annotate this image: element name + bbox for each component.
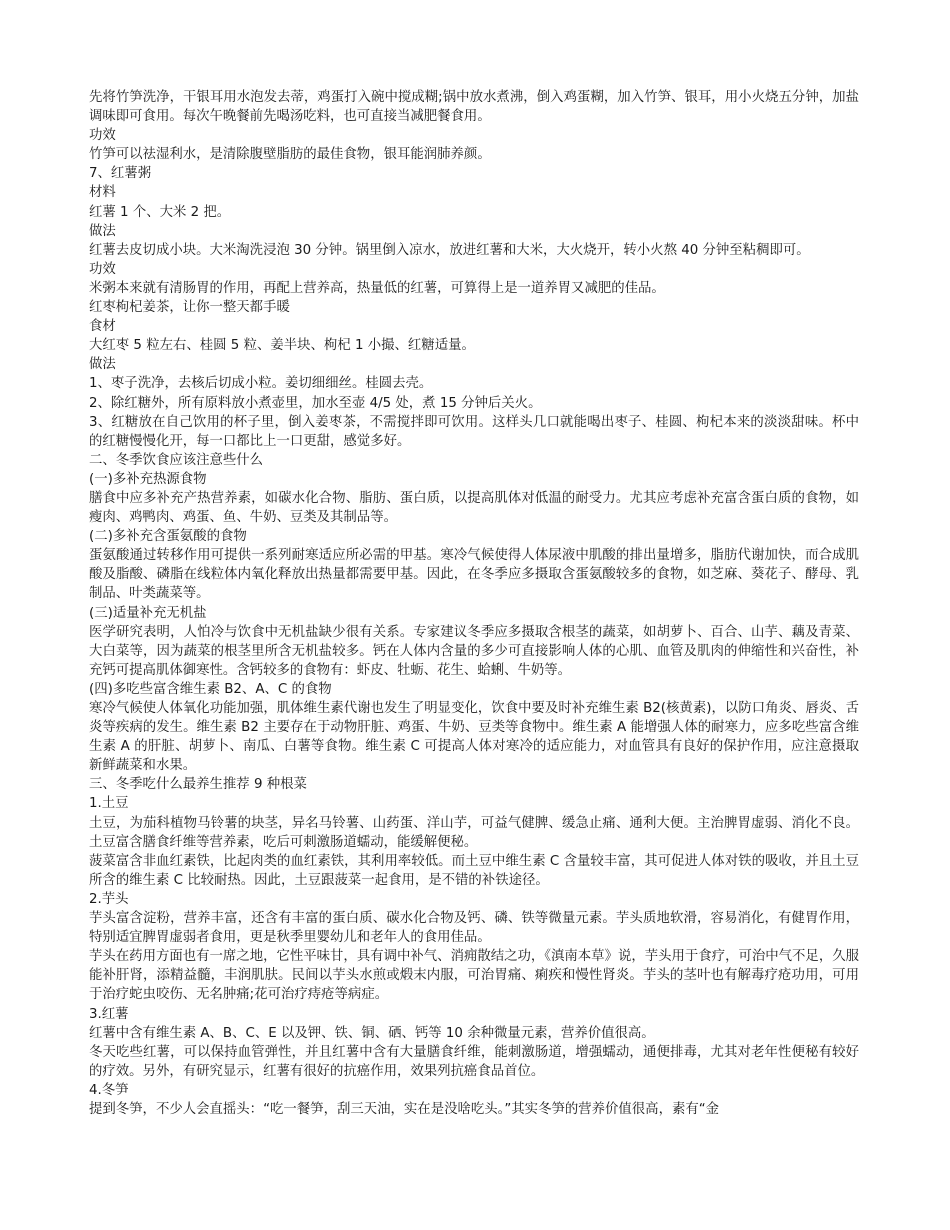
text-line: 冬天吃些红薯，可以保持血管弹性，并且红薯中含有大量膳食纤维，能刺激肠道，增强蠕动，通便排毒，尤其对老年性便秘有较好的疗效。另外，有研究显示，红薯有很好的抗癌作用，效果列抗癌食品首位。 bbox=[89, 1044, 859, 1079]
text-line: 提到冬笋，不少人会直摇头：“吃一餐笋，刮三天油，实在是没啥吃头。”其实冬笋的营养价值很高，素有“金 bbox=[89, 1101, 720, 1117]
item-heading: 3.红薯 bbox=[89, 1006, 129, 1022]
step-item: 2、除红糖外，所有原料放小煮壶里，加水至壶 4/5 处，煮 15 分钟后关火。 bbox=[89, 395, 542, 411]
text-line: 土豆，为茄科植物马铃薯的块茎，异名马铃薯、山药蛋、洋山芋，可益气健脾、缓急止痛、通利大便。主治脾胃虚弱、消化不良。土豆富含膳食纤维等营养素，吃后可刺激肠道蠕动，能缓解便秘。 bbox=[89, 815, 859, 850]
text-line: 红薯去皮切成小块。大米淘洗浸泡 30 分钟。锅里倒入凉水，放进红薯和大米，大火烧开，转小火熬 40 分钟至粘稠即可。 bbox=[89, 242, 810, 258]
recipe-title: 7、红薯粥 bbox=[89, 166, 152, 182]
section-label: 功效 bbox=[89, 128, 116, 144]
subsection-heading: (一)多补充热源食物 bbox=[89, 471, 207, 487]
item-heading: 4.冬笋 bbox=[89, 1082, 129, 1098]
text-line: 竹笋可以祛湿利水，是清除腹壁脂肪的最佳食物，银耳能润肺养颜。 bbox=[89, 147, 491, 163]
section-label: 做法 bbox=[89, 223, 116, 239]
subsection-heading: (三)适量补充无机盐 bbox=[89, 605, 207, 621]
section-label: 材料 bbox=[89, 185, 116, 201]
section-heading: 二、冬季饮食应该注意些什么 bbox=[89, 452, 264, 468]
section-heading: 三、冬季吃什么最养生推荐 9 种根菜 bbox=[89, 777, 307, 793]
recipe-title: 红枣枸杞姜茶，让你一整天都手暖 bbox=[89, 300, 290, 316]
text-line: 米粥本来就有清肠胃的作用，再配上营养高，热量低的红薯，可算得上是一道养胃又减肥的佳品。 bbox=[89, 280, 665, 296]
text-line: 膳食中应多补充产热营养素，如碳水化合物、脂肪、蛋白质，以提高肌体对低温的耐受力。尤其应考虑补充富含蛋白质的食物，如瘦肉、鸡鸭肉、鸡蛋、鱼、牛奶、豆类及其制品等。 bbox=[89, 490, 859, 526]
text-line: 菠菜富含非血红素铁，比起肉类的血红素铁，其利用率较低。而土豆中维生素 C 含量较丰富，其可促进人体对铁的吸收，并且土豆所含的维生素 C 比较耐热。因此，土豆跟菠菜一起食用，是不错的补铁途径。 bbox=[89, 853, 859, 888]
section-label: 功效 bbox=[89, 261, 116, 277]
text-line: 芋头富含淀粉，营养丰富，还含有丰富的蛋白质、碳水化合物及钙、磷、铁等微量元素。芋头质地软滑，容易消化，有健胃作用，特别适宜脾胃虚弱者食用，更是秋季里婴幼儿和老年人的食用佳品。 bbox=[89, 911, 859, 946]
text-line: 医学研究表明，人怕冷与饮食中无机盐缺少很有关系。专家建议冬季应多摄取含根茎的蔬菜，如胡萝卜、百合、山芋、藕及青菜、大白菜等，因为蔬菜的根茎里所含无机盐较多。钙在人体内含量的多少可直接影响人体的心肌、血管及肌肉的伸缩性和兴奋性，补充钙可提高肌体御寒性。含钙较多的食物有：虾皮、牡蛎、花生、蛤蜊、牛奶等。 bbox=[89, 624, 859, 678]
text-line: 芋头在药用方面也有一席之地，它性平味甘，具有调中补气、消痈散结之功，《滇南本草》说，芋头用于食疗，可治中气不足，久服能补肝肾，添精益髓，丰润肌肤。民间以芋头水煎或煅末内服，可治胃痛、痢疾和慢性肾炎。芋头的茎叶也有解毒疗疮功用，可用于治疗蛇虫咬伤、无名肿痛;花可治疗痔疮等病症。 bbox=[89, 949, 859, 1003]
item-heading: 1.土豆 bbox=[89, 796, 129, 812]
text-line: 蛋氨酸通过转移作用可提供一系列耐寒适应所必需的甲基。寒冷气候使得人体尿液中肌酸的排出量增多，脂肪代谢加快，而合成肌酸及脂酸、磷脂在线粒体内氧化释放出热量都需要甲基。因此，在冬季应多摄取含蛋氨酸较多的食物，如芝麻、葵花子、酵母、乳制品、叶类蔬菜等。 bbox=[89, 548, 859, 602]
item-heading: 2.芋头 bbox=[89, 891, 129, 907]
step-item: 1、枣子洗净，去核后切成小粒。姜切细细丝。桂圆去壳。 bbox=[89, 376, 433, 392]
subsection-heading: (二)多补充含蛋氨酸的食物 bbox=[89, 529, 247, 545]
text-line: 寒冷气候使人体氧化功能加强，肌体维生素代谢也发生了明显变化，饮食中要及时补充维生素 B2(核黄素)，以防口角炎、唇炎、舌炎等疾病的发生。维生素 B2 主要存在于动物肝脏、鸡蛋、牛奶、豆类等食物中。维生素 A 能增强人体的耐寒力，应多吃些富含维生素 A 的肝脏、胡萝卜、南瓜、白薯等食物。维生素 C 可提高人体对寒冷的适应能力，对血管具有良好的保护作用，应注意摄取新鲜蔬菜和水果。 bbox=[89, 701, 859, 774]
text-line: 先将竹笋洗净，干银耳用水泡发去蒂，鸡蛋打入碗中搅成糊;锅中放水煮沸，倒入鸡蛋糊，加入竹笋、银耳，用小火烧五分钟，加盐调味即可食用。每次午晚餐前先喝汤吃料，也可直接当减肥餐食用。 bbox=[89, 90, 859, 125]
step-item: 3、红糖放在自己饮用的杯子里，倒入姜枣茶，不需搅拌即可饮用。这样头几口就能喝出枣子、桂圆、枸杞本来的淡淡甜味。杯中的红糖慢慢化开，每一口都比上一口更甜，感觉多好。 bbox=[89, 414, 859, 449]
text-line: 大红枣 5 粒左右、桂圆 5 粒、姜半块、枸杞 1 小撮、红糖适量。 bbox=[89, 338, 475, 354]
text-line: 红薯中含有维生素 A、B、C、E 以及钾、铁、铜、硒、钙等 10 余种微量元素，营养价值很高。 bbox=[89, 1025, 655, 1041]
document-body bbox=[89, 88, 859, 1119]
text-line: 红薯 1 个、大米 2 把。 bbox=[89, 204, 231, 220]
subsection-heading: (四)多吃些富含维生素 B2、A、C 的食物 bbox=[89, 681, 332, 697]
section-label: 做法 bbox=[89, 357, 116, 373]
section-label: 食材 bbox=[89, 319, 116, 335]
